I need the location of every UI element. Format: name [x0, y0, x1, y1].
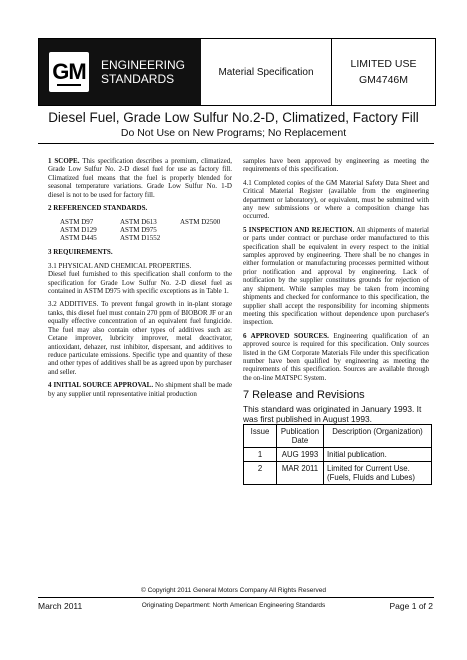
issue-cell: 1 — [244, 448, 277, 462]
gm-logo — [49, 52, 89, 92]
section-2-heading: 2 REFERENCED STANDARDS. — [48, 204, 148, 213]
reference-item: ASTM D2500 — [180, 218, 221, 227]
release-revisions-text: This standard was originated in January 1993. It was first published in August 1993. — [243, 404, 422, 424]
reference-item — [180, 226, 240, 234]
table-row — [244, 462, 432, 485]
section-heading: 1 SCOPE. — [48, 157, 80, 165]
issue-cell: 2 — [244, 462, 277, 485]
left-column — [48, 157, 232, 403]
section-4-continued: samples have been approved by engineering as meeting the requirements of this specification. — [243, 157, 429, 174]
section-3-1-text: Diesel fuel furnished to this specification shall conform to the specification for Grade Low Sulfur No. 2-D diesel fuel as contained in ASTM D975 with specific exceptions as in Table 1. — [48, 270, 232, 296]
usage-status: LIMITED USE — [350, 58, 417, 70]
section-text: This specification describes a premium, climatized, Grade Low Sulfur No. 2-D diesel fuel for use as factory fill. Climatized fuel means that the fuel is properly blended for seasonal temperature variations. Grade Low Sulfur No. 1-D diesel is not to be used for factory fill. — [48, 157, 232, 199]
reference-item: ASTM D613 — [120, 218, 157, 227]
copyright-notice: © Copyright 2011 General Motors Company All Rights Reserved — [141, 587, 326, 594]
column-header-publication-date: Publication Date — [277, 425, 324, 448]
originating-department: Originating Department: North American Engineering Standards — [141, 602, 326, 609]
column-header-issue: Issue — [244, 425, 277, 448]
date-cell: AUG 1993 — [277, 448, 324, 462]
engineering-standards-title — [101, 58, 185, 86]
document-title: Diesel Fuel, Grade Low Sulfur No.2-D, Climatized, Factory Fill — [48, 110, 419, 125]
right-column — [243, 157, 429, 387]
page-number: Page 1 of 2 — [389, 601, 433, 611]
referenced-standards-list — [60, 218, 232, 242]
description-cell: Initial publication. — [324, 448, 432, 462]
document-header — [38, 38, 436, 106]
release-revisions-heading: 7 Release and Revisions — [243, 389, 365, 401]
section-4-1-text: 4.1 Completed copies of the GM Material Safety Data Sheet and Critical Material Register (available from the engineering department or laboratory), or equivalent, must be submitted with any new submissions or where a composition change has occurred. — [243, 178, 429, 221]
footer-date: March 2011 — [38, 601, 83, 611]
table-header-row — [244, 425, 432, 448]
document-number: GM4746M — [358, 74, 409, 86]
reference-item: ASTM D129 — [60, 226, 97, 235]
section-text: Engineering qualification of an approved source is required for this specification. Only sources listed in the GM Corporate Materials File under this specification number have been qualified by engineering as meeting the requirements of this specification. Sources are available through the on-line MATSPC System. — [243, 331, 430, 382]
section-text: All shipments of material or parts under contract or purchase order manufactured to this specification shall be equivalent in every respect to the initial samples approved by engineering. There shall be no changes in either formulation or manufacturing processes permitted without prior notification and approval by engineering. Lack of notification by the supplier constitutes grounds for rejection of any shipment. While samples may be taken from incoming shipments and checked for conformance to this specification, the supplier shall accept the responsibility for incoming shipments meeting this specification without dependence upon purchaser's inspection. — [243, 225, 429, 327]
section-5-inspection — [243, 226, 429, 327]
document-subtitle: Do Not Use on New Programs; No Replacement — [120, 127, 347, 139]
reference-item: ASTM D445 — [60, 234, 97, 243]
section-heading: 5 INSPECTION AND REJECTION. — [243, 225, 355, 234]
date-cell: MAR 2011 — [277, 462, 324, 485]
document-type: Material Specification — [201, 39, 332, 105]
section-heading: 6 APPROVED SOURCES. — [243, 331, 329, 340]
table-row — [244, 448, 432, 462]
section-text: No shipment shall be made by any supplier until representative initial production — [48, 381, 232, 398]
standards-label: STANDARDS — [101, 72, 175, 86]
footer-divider — [38, 597, 434, 598]
section-3-1-heading: 3.1 PHYSICAL AND CHEMICAL PROPERTIES. — [48, 261, 192, 270]
document-id-block — [332, 39, 435, 105]
section-4-initial-source-approval — [48, 381, 232, 398]
section-3-2-additives: 3.2 ADDITIVES. To prevent fungal growth in in-plant storage tanks, this diesel fuel must contain 270 ppm of BIOBOR JF or an equally effective concentration of an equivalent fuel fungicide. The fuel may also contain other types of additives such as: Cetane improver, lubricity improver, metal deactivator, antioxidant, dehazer, rust inhibitor, dispersant, and additives to reduce particulate emissions. Specific type and quantity of these and other types of additives shall be as agreed upon by purchaser and seller. — [48, 300, 232, 376]
section-3-heading: 3 REQUIREMENTS. — [48, 248, 113, 257]
reference-item: ASTM D975 — [120, 226, 157, 235]
revision-table — [243, 424, 432, 485]
reference-item: ASTM D97 — [60, 218, 94, 227]
engineering-label: ENGINEERING — [101, 58, 186, 72]
reference-item — [180, 234, 240, 242]
description-cell: Limited for Current Use. (Fuels, Fluids and Lubes) — [324, 462, 432, 485]
gm-logo-text: GM — [52, 59, 86, 84]
title-divider — [38, 143, 434, 144]
section-heading: 4 INITIAL SOURCE APPROVAL. — [48, 381, 154, 390]
gm-engineering-standards-banner — [39, 39, 201, 105]
column-header-description: Description (Organization) — [324, 425, 432, 448]
section-6-approved-sources — [243, 332, 429, 382]
reference-item: ASTM D1552 — [120, 234, 161, 243]
section-1-scope — [48, 157, 232, 199]
